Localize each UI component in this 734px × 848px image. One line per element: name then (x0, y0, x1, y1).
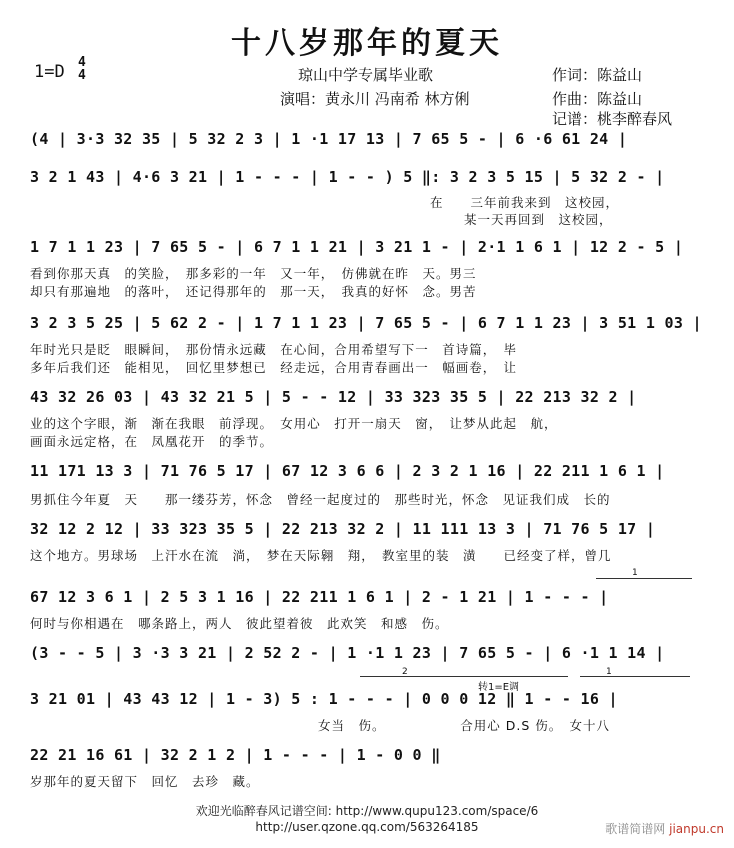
score-row-8-notes: 67 12 3 6 1 | 2 5 3 1 16 | 22 211 1 6 1 | 2 - 1 21 | 1 - - - | (30, 588, 609, 606)
ending-1-label: 1 (632, 568, 638, 578)
ending-2-label: 2 (402, 667, 408, 677)
key-signature: 1=D (34, 62, 65, 82)
score-row-3-lyric-2: 却只有那遍地 的落叶， 还记得那年的 那一天， 我真的好怀 念。男苦 (30, 284, 477, 299)
singers: 演唱：黄永川 冯南希 林方俐 (280, 90, 470, 108)
score-row-6-lyric-1: 男抓住今年夏 天 那一缕芬芳，怀念 曾经一起度过的 那些时光，怀念 见证我们成 长的 (30, 492, 611, 507)
time-signature-top: 4 (78, 55, 86, 70)
transcriber: 记谱：桃李醉春风 (552, 110, 673, 128)
score-row-10-lyric-1: 女当 伤。 合用心 D.S 伤。 女十八 (318, 718, 610, 733)
score-row-4-notes: 3 2 3 5 25 | 5 62 2 - | 1 7 1 1 23 | 7 65 5 - | 6 7 1 1 23 | 3 51 1 03 | (30, 314, 702, 332)
score-row-5-lyric-1: 业的这个字眼，渐 渐在我眼 前浮现。 女用心 打开一扇天 窗， 让梦从此起 航， (30, 416, 558, 431)
composer: 作曲：陈益山 (552, 90, 643, 108)
score-row-3-lyric-1: 看到你那天真 的笑脸， 那多彩的一年 又一年， 仿佛就在昨 天。男三 (30, 266, 477, 281)
watermark-site: 歌谱简谱网 (605, 822, 666, 836)
lyricist: 作词：陈益山 (552, 66, 643, 84)
ending-1-bracket (596, 578, 692, 579)
score-row-2-notes: 3 2 1 43 | 4·6 3 21 | 1 - - - | 1 - - ) 5 ‖: 3 2 3 5 15 | 5 32 2 - | (30, 168, 665, 186)
ending-1b-bracket (580, 676, 690, 677)
score-row-10-notes: 3 21 01 | 43 43 12 | 1 - 3) 5 : 1 - - - | 0 0 0 12 ‖ 1 - - 16 | (30, 690, 618, 708)
footer-line-1: 欢迎光临醉春风记谱空间: http://www.qupu123.com/space/6 (195, 804, 539, 818)
score-row-3-notes: 1 7 1 1 23 | 7 65 5 - | 6 7 1 1 21 | 3 21 1 - | 2·1 1 6 1 | 12 2 - 5 | (30, 238, 684, 256)
ending-2-bracket (360, 676, 568, 677)
score-row-5-lyric-2: 画面永远定格，在 凤凰花开 的季节。 (30, 434, 274, 449)
time-signature (78, 56, 86, 82)
score-row-11-notes: 22 21 16 61 | 32 2 1 2 | 1 - - - | 1 - 0 0 ‖ (30, 746, 441, 764)
score-row-9-notes: (3 - - 5 | 3 ·3 3 21 | 2 52 2 - | 1 ·1 1 23 | 7 65 5 - | 6 ·1 1 14 | (30, 644, 665, 662)
subtitle: 琼山中学专属毕业歌 (298, 66, 434, 84)
watermark (605, 820, 724, 837)
score-row-7-notes: 32 12 2 12 | 33 323 35 5 | 22 213 32 2 | 11 111 13 3 | 71 76 5 17 | (30, 520, 656, 538)
score-row-4-lyric-2: 多年后我们还 能相见， 回忆里梦想已 经走远，合用青春画出一 幅画卷， 让 (30, 360, 518, 375)
key-change-label: 转1=E调 (478, 682, 520, 693)
time-signature-bottom: 4 (78, 68, 86, 83)
score-row-7-lyric-1: 这个地方。男球场 上汗水在流 淌， 梦在天际翱 翔， 教室里的装 潢 已经变了样，曾几 (30, 548, 612, 563)
ending-1b-label: 1 (606, 667, 612, 677)
score-row-11-lyric-1: 岁那年的夏天留下 回忆 去珍 藏。 (30, 774, 260, 789)
watermark-url: jianpu.cn (669, 822, 724, 836)
score-row-8-lyric-1: 何时与你相遇在 哪条路上，两人 彼此望着彼 此欢笑 和感 伤。 (30, 616, 449, 631)
score-row-2-lyric-2: 某一天再回到 这校园， (464, 212, 613, 227)
footer-line-2: http://user.qzone.qq.com/563264185 (255, 820, 479, 834)
score-row-2-lyric-1: 在 三年前我来到 这校园， (430, 195, 620, 210)
score-row-6-notes: 11 171 13 3 | 71 76 5 17 | 67 12 3 6 6 | 2 3 2 1 16 | 22 211 1 6 1 | (30, 462, 665, 480)
score-row-1-notes: (4 | 3·3 32 35 | 5 32 2 3 | 1 ·1 17 13 | 7 65 5 - | 6 ·6 61 24 | (30, 130, 628, 148)
page-title: 十八岁那年的夏天 (231, 26, 503, 61)
score-row-4-lyric-1: 年时光只是眨 眼瞬间， 那份情永远藏 在心间，合用希望写下一 首诗篇， 毕 (30, 342, 518, 357)
score-row-5-notes: 43 32 26 03 | 43 32 21 5 | 5 - - 12 | 33 323 35 5 | 22 213 32 2 | (30, 388, 637, 406)
